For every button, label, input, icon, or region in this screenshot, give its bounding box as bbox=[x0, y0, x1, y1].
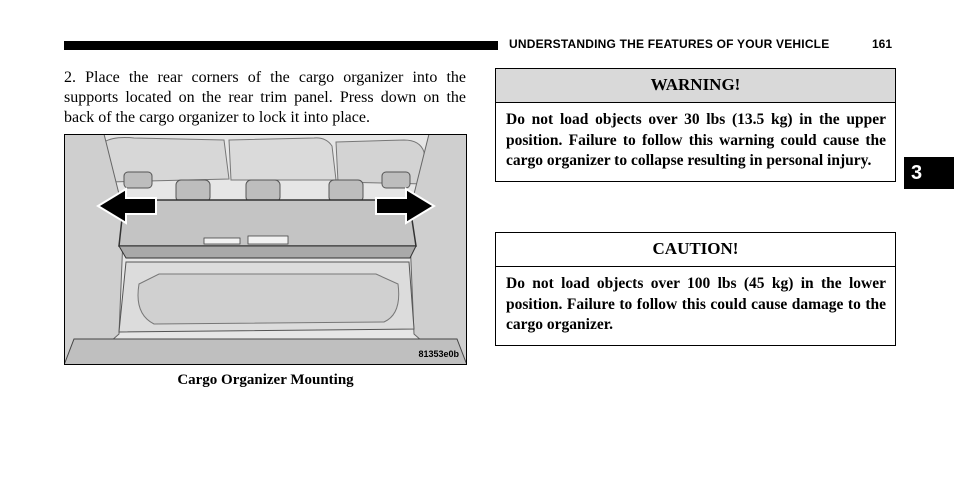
caution-box bbox=[495, 232, 896, 346]
figure-code: 81353e0b bbox=[418, 349, 459, 359]
caution-text: Do not load objects over 100 lbs (45 kg) in the lower position. Failure to follow this could cause damage to the cargo organizer. bbox=[506, 275, 886, 333]
instruction-step: 2. Place the rear corners of the cargo organizer into the supports located on the rear trim panel. Press down on the back of the cargo organizer to lock it into place. bbox=[64, 69, 466, 126]
section-title: UNDERSTANDING THE FEATURES OF YOUR VEHICLE bbox=[509, 37, 830, 51]
header-rule bbox=[64, 41, 498, 50]
cargo-organizer-illustration bbox=[64, 134, 467, 365]
section-tab: 3 bbox=[904, 157, 954, 189]
warning-text: Do not load objects over 30 lbs (13.5 kg) in the upper position. Failure to follow this warning could cause the cargo organizer to collapse resulting in personal injury. bbox=[506, 111, 886, 169]
warning-box bbox=[495, 68, 896, 182]
caution-title: CAUTION! bbox=[496, 233, 895, 267]
figure-caption: Cargo Organizer Mounting bbox=[177, 372, 354, 388]
cargo-illustration-svg bbox=[64, 134, 467, 365]
warning-title: WARNING! bbox=[496, 69, 895, 103]
page-number: 161 bbox=[872, 37, 893, 51]
